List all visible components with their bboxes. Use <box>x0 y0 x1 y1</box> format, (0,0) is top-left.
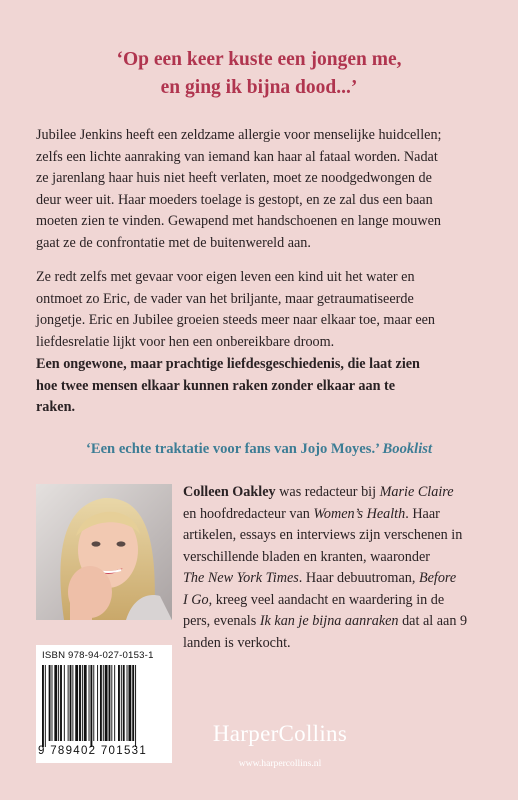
bio-text: en hoofdredacteur van <box>183 505 314 522</box>
tagline-line-1: ‘Op een keer kuste een jongen me, <box>116 49 402 70</box>
bio-italic: Women’s Health <box>313 505 406 522</box>
publisher-logo: HarperCollins <box>212 721 348 746</box>
bio-line: verschillende bladen en kranten, waaronder <box>183 548 430 565</box>
bio-italic: Ik kan je bijna aanraken <box>259 613 399 629</box>
blurb-line: Een ongewone, maar prachtige liefdesgeschiedenis, die laat zien <box>36 356 420 372</box>
bio-text: was redacteur bij <box>275 484 380 500</box>
bio-line: landen is verkocht. <box>183 634 291 651</box>
bio-italic: The New York Times <box>183 570 299 586</box>
author-bio <box>183 482 493 654</box>
bio-line <box>183 590 493 612</box>
bio-line <box>183 482 493 504</box>
blurb-line: ontmoet zo Eric, de vader van het briljante, maar getraumatiseerde <box>36 290 414 307</box>
barcode-icon <box>42 665 166 747</box>
bio-line: artikelen, essays en interviews zijn verschenen in <box>183 527 463 543</box>
bio-text: . Haar <box>405 505 440 522</box>
bio-text: pers, evenals <box>183 613 260 629</box>
publisher-url: www.harpercollins.nl <box>238 758 322 769</box>
barcode-panel <box>36 645 172 763</box>
author-photo <box>36 484 172 620</box>
ean-digits: 9 789402 701531 <box>38 745 148 757</box>
bio-italic: Before <box>418 570 457 586</box>
review-text: ‘Een echte traktatie voor fans van Jojo Moyes.’ <box>85 441 379 457</box>
blurb-line: raken. <box>36 399 76 415</box>
blurb-paragraph-2 <box>36 267 486 353</box>
blurb-line: moeten zien te vinden. Gewapend met handschoenen en lange mouwen <box>36 213 441 229</box>
bio-italic: I Go <box>183 591 209 608</box>
bio-text: dat al aan 9 <box>398 613 468 629</box>
bio-line <box>183 611 493 633</box>
blurb-paragraph-3 <box>36 354 486 419</box>
author-name: Colleen Oakley <box>183 484 276 500</box>
blurb-line: liefdesrelatie lijkt voor hen een onbereikbare droom. <box>36 333 335 350</box>
blurb-line: jongetje. Eric en Jubilee groeien steeds meer naar elkaar toe, maar een <box>36 312 436 328</box>
bio-line <box>183 504 493 526</box>
bio-text: . Haar debuutroman, <box>298 570 419 586</box>
blurb-line: hoe twee mensen elkaar kunnen raken zonder elkaar aan te <box>36 377 396 394</box>
blurb-line: ze jarenlang haar huis niet heeft verlaten, moet ze noodgedwongen de <box>36 170 432 186</box>
blurb-line: deur weer uit. Haar moeders toelage is gestopt, en ze zal dus een baan <box>36 191 433 208</box>
author-portrait-image <box>36 484 172 620</box>
blurb-paragraph-1 <box>36 125 486 254</box>
blurb-line: zelfs een lichte aanraking van iemand kan haar al fataal worden. Nadat <box>36 148 438 165</box>
blurb-line: Ze redt zelfs met gevaar voor eigen leven een kind uit het water en <box>36 269 415 285</box>
bio-text: , kreeg veel aandacht en waardering in de <box>208 591 445 608</box>
blurb-line: Jubilee Jenkins heeft een zeldzame allergie voor menselijke huidcellen; <box>36 127 442 143</box>
review-quote <box>0 441 518 458</box>
tagline <box>0 46 518 102</box>
blurb-line: gaat ze de confrontatie met de buitenwereld aan. <box>36 234 311 251</box>
bio-italic: Marie Claire <box>379 484 454 500</box>
isbn-label: ISBN 978-94-027-0153-1 <box>42 650 154 661</box>
bio-line <box>183 568 493 590</box>
review-source: Booklist <box>382 441 433 457</box>
tagline-line-2: en ging ik bijna dood...’ <box>160 77 358 98</box>
